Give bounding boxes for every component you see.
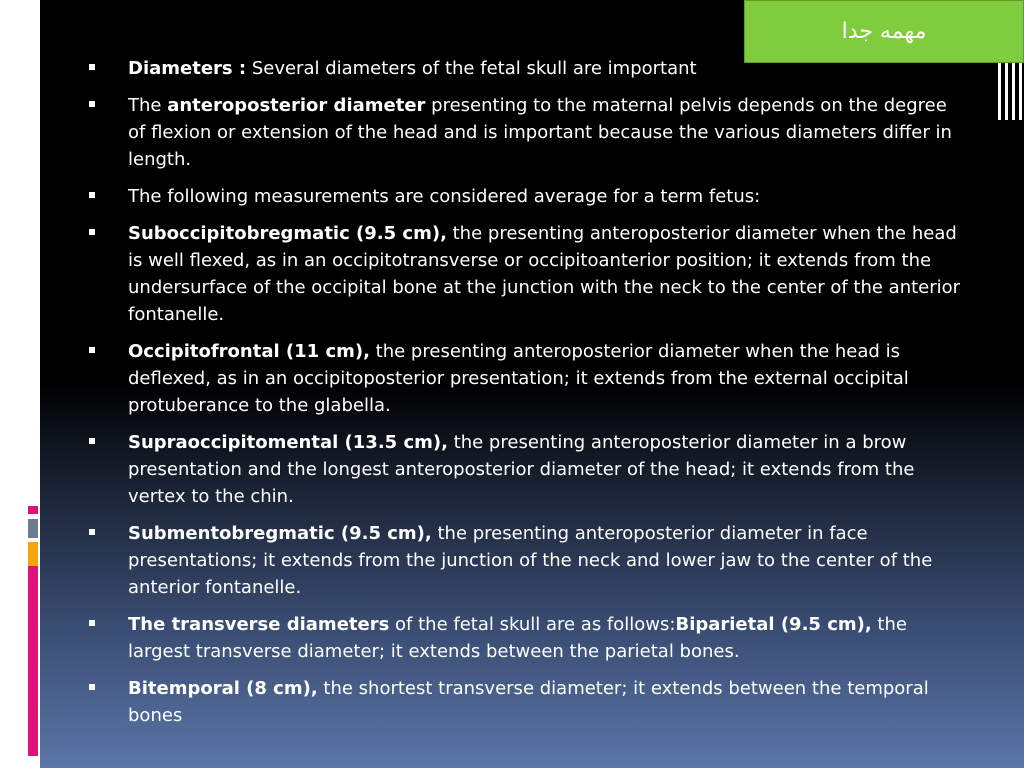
gray-bar (28, 519, 38, 538)
square-bullet-icon (89, 620, 95, 626)
square-bullet-icon (89, 684, 95, 690)
list-item: Suboccipitobregmatic (9.5 cm), the presenting anteroposterior diameter when the head is well flexed, as in an occipitotransverse or occipitoanterior position; it extends from the undersurface of the occipital bone at the junction with the neck to the center of the anterior fontanelle. (89, 220, 969, 328)
orange-bar (28, 542, 38, 566)
list-item: Diameters : Several diameters of the fetal skull are important (89, 55, 969, 82)
square-bullet-icon (89, 64, 95, 70)
list-item: The following measurements are considered average for a term fetus: (89, 183, 969, 210)
left-color-bars-decoration (28, 506, 38, 756)
important-note-label: مهمه جدا (841, 19, 927, 44)
square-bullet-icon (89, 529, 95, 535)
list-item: Bitemporal (8 cm), the shortest transverse diameter; it extends between the temporal bones (89, 675, 969, 729)
important-note-box (744, 0, 1024, 63)
list-item: The anteroposterior diameter presenting to the maternal pelvis depends on the degree of flexion or extension of the head and is important because the various diameters differ in length. (89, 92, 969, 173)
square-bullet-icon (89, 192, 95, 198)
square-bullet-icon (89, 229, 95, 235)
pink-long-bar (28, 566, 38, 756)
list-item: Occipitofrontal (11 cm), the presenting anteroposterior diameter when the head is deflexed, as in an occipitoposterior presentation; it extends from the external occipital protuberance to the glabella. (89, 338, 969, 419)
list-item: Supraoccipitomental (13.5 cm), the presenting anteroposterior diameter in a brow presentation and the longest anteroposterior diameter of the head; it extends from the vertex to the chin. (89, 429, 969, 510)
list-item: The transverse diameters of the fetal skull are as follows:Biparietal (9.5 cm), the largest transverse diameter; it extends between the parietal bones. (89, 611, 969, 665)
list-item: Submentobregmatic (9.5 cm), the presenting anteroposterior diameter in face presentations; it extends from the junction of the neck and lower jaw to the center of the anterior fontanelle. (89, 520, 969, 601)
square-bullet-icon (89, 438, 95, 444)
square-bullet-icon (89, 347, 95, 353)
pink-bar (28, 506, 38, 514)
square-bullet-icon (89, 101, 95, 107)
bullet-list (89, 55, 969, 739)
